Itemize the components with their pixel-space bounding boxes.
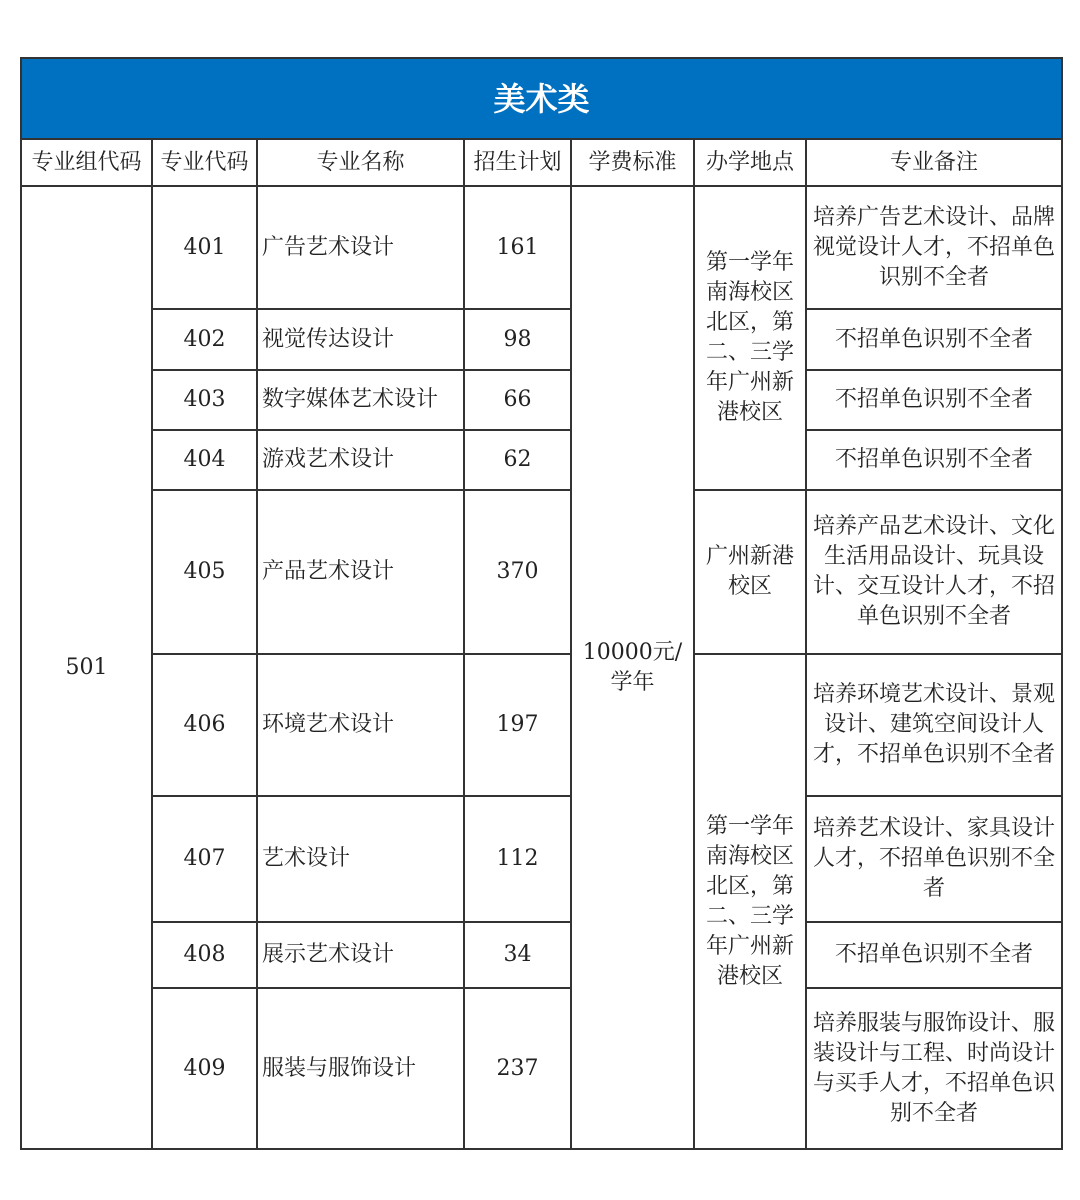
major-code: 407 bbox=[152, 796, 257, 922]
table-row bbox=[21, 988, 1062, 1149]
major-code: 402 bbox=[152, 309, 257, 370]
major-name: 视觉传达设计 bbox=[257, 309, 464, 370]
major-code: 401 bbox=[152, 186, 257, 309]
major-name: 服装与服饰设计 bbox=[257, 988, 464, 1149]
plan: 197 bbox=[464, 654, 571, 796]
major-name: 展示艺术设计 bbox=[257, 922, 464, 988]
header-major-name: 专业名称 bbox=[257, 139, 464, 186]
note: 不招单色识别不全者 bbox=[806, 922, 1062, 988]
major-code: 404 bbox=[152, 430, 257, 490]
major-code: 409 bbox=[152, 988, 257, 1149]
group-code: 501 bbox=[21, 186, 152, 1149]
header-row bbox=[21, 139, 1062, 186]
major-name: 环境艺术设计 bbox=[257, 654, 464, 796]
note: 不招单色识别不全者 bbox=[806, 430, 1062, 490]
table-row bbox=[21, 370, 1062, 430]
header-major-code: 专业代码 bbox=[152, 139, 257, 186]
note: 培养环境艺术设计、景观设计、建筑空间设计人才，不招单色识别不全者 bbox=[806, 654, 1062, 796]
note: 培养服装与服饰设计、服装设计与工程、时尚设计与买手人才，不招单色识别不全者 bbox=[806, 988, 1062, 1149]
note: 培养艺术设计、家具设计人才，不招单色识别不全者 bbox=[806, 796, 1062, 922]
table-row bbox=[21, 922, 1062, 988]
location: 第一学年南海校区北区，第二、三学年广州新港校区 bbox=[694, 186, 806, 490]
table-title: 美术类 bbox=[21, 58, 1062, 139]
note: 培养产品艺术设计、文化生活用品设计、玩具设计、交互设计人才，不招单色识别不全者 bbox=[806, 490, 1062, 654]
header-location: 办学地点 bbox=[694, 139, 806, 186]
plan: 161 bbox=[464, 186, 571, 309]
table-row bbox=[21, 796, 1062, 922]
table-row bbox=[21, 430, 1062, 490]
plan: 62 bbox=[464, 430, 571, 490]
plan: 237 bbox=[464, 988, 571, 1149]
table-row bbox=[21, 186, 1062, 309]
fee: 10000元/学年 bbox=[571, 186, 694, 1149]
major-name: 产品艺术设计 bbox=[257, 490, 464, 654]
note: 培养广告艺术设计、品牌视觉设计人才，不招单色识别不全者 bbox=[806, 186, 1062, 309]
major-code: 408 bbox=[152, 922, 257, 988]
header-fee: 学费标准 bbox=[571, 139, 694, 186]
plan: 34 bbox=[464, 922, 571, 988]
plan: 66 bbox=[464, 370, 571, 430]
admission-table bbox=[20, 57, 1063, 1150]
major-name: 游戏艺术设计 bbox=[257, 430, 464, 490]
table-row bbox=[21, 309, 1062, 370]
plan: 370 bbox=[464, 490, 571, 654]
major-name: 广告艺术设计 bbox=[257, 186, 464, 309]
plan: 112 bbox=[464, 796, 571, 922]
location: 广州新港校区 bbox=[694, 490, 806, 654]
table-row bbox=[21, 490, 1062, 654]
header-plan: 招生计划 bbox=[464, 139, 571, 186]
major-code: 406 bbox=[152, 654, 257, 796]
plan: 98 bbox=[464, 309, 571, 370]
major-code: 403 bbox=[152, 370, 257, 430]
major-code: 405 bbox=[152, 490, 257, 654]
major-name: 数字媒体艺术设计 bbox=[257, 370, 464, 430]
header-note: 专业备注 bbox=[806, 139, 1062, 186]
location: 第一学年南海校区北区，第二、三学年广州新港校区 bbox=[694, 654, 806, 1149]
major-name: 艺术设计 bbox=[257, 796, 464, 922]
table-row bbox=[21, 654, 1062, 796]
header-group-code: 专业组代码 bbox=[21, 139, 152, 186]
note: 不招单色识别不全者 bbox=[806, 309, 1062, 370]
note: 不招单色识别不全者 bbox=[806, 370, 1062, 430]
